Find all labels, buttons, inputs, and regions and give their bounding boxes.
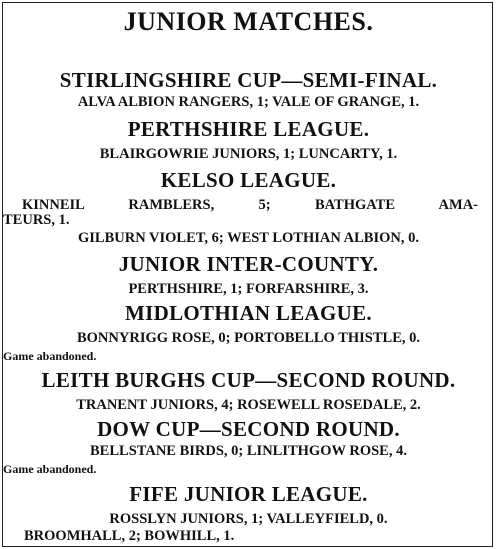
match-result: BONNYRIGG ROSE, 0; PORTOBELLO THISTLE, 0.	[76, 330, 420, 346]
match-result-continuation: TEURS, 1.	[3, 212, 70, 228]
section-heading-perthshire-league: PERTHSHIRE LEAGUE.	[127, 117, 370, 141]
section-heading-stirlingshire-cup: STIRLINGSHIRE CUP—SEMI-FINAL.	[59, 68, 438, 92]
match-result: TRANENT JUNIORS, 4; ROSEWELL ROSEDALE, 2.	[76, 397, 421, 413]
section-heading-kelso-league: KELSO LEAGUE.	[160, 168, 337, 192]
game-note: Game abandoned.	[3, 462, 97, 476]
section-heading-fife-junior-league: FIFE JUNIOR LEAGUE.	[129, 482, 368, 506]
match-result: GILBURN VIOLET, 6; WEST LOTHIAN ALBION, 0.	[78, 230, 419, 246]
match-result: ROSSLYN JUNIORS, 1; VALLEYFIELD, 0.	[109, 511, 388, 527]
section-heading-dow-cup: DOW CUP—SECOND ROUND.	[97, 417, 400, 441]
match-result: ALVA ALBION RANGERS, 1; VALE OF GRANGE, 1.	[77, 94, 420, 110]
game-note: Game abandoned.	[3, 349, 97, 363]
page-title: JUNIOR MATCHES.	[123, 7, 374, 36]
section-heading-junior-inter-county: JUNIOR INTER-COUNTY.	[118, 252, 379, 276]
section-heading-leith-burghs-cup: LEITH BURGHS CUP—SECOND ROUND.	[41, 368, 456, 392]
match-result: BLAIRGOWRIE JUNIORS, 1; LUNCARTY, 1.	[99, 146, 398, 162]
section-heading-midlothian-league: MIDLOTHIAN LEAGUE.	[125, 301, 372, 325]
match-result: KINNEIL RAMBLERS, 5; BATHGATE AMA-	[22, 197, 478, 213]
match-result: PERTHSHIRE, 1; FORFARSHIRE, 3.	[128, 281, 369, 297]
match-result: BELLSTANE BIRDS, 0; LINLITHGOW ROSE, 4.	[90, 443, 407, 459]
match-result: BROOMHALL, 2; BOWHILL, 1.	[24, 528, 235, 544]
